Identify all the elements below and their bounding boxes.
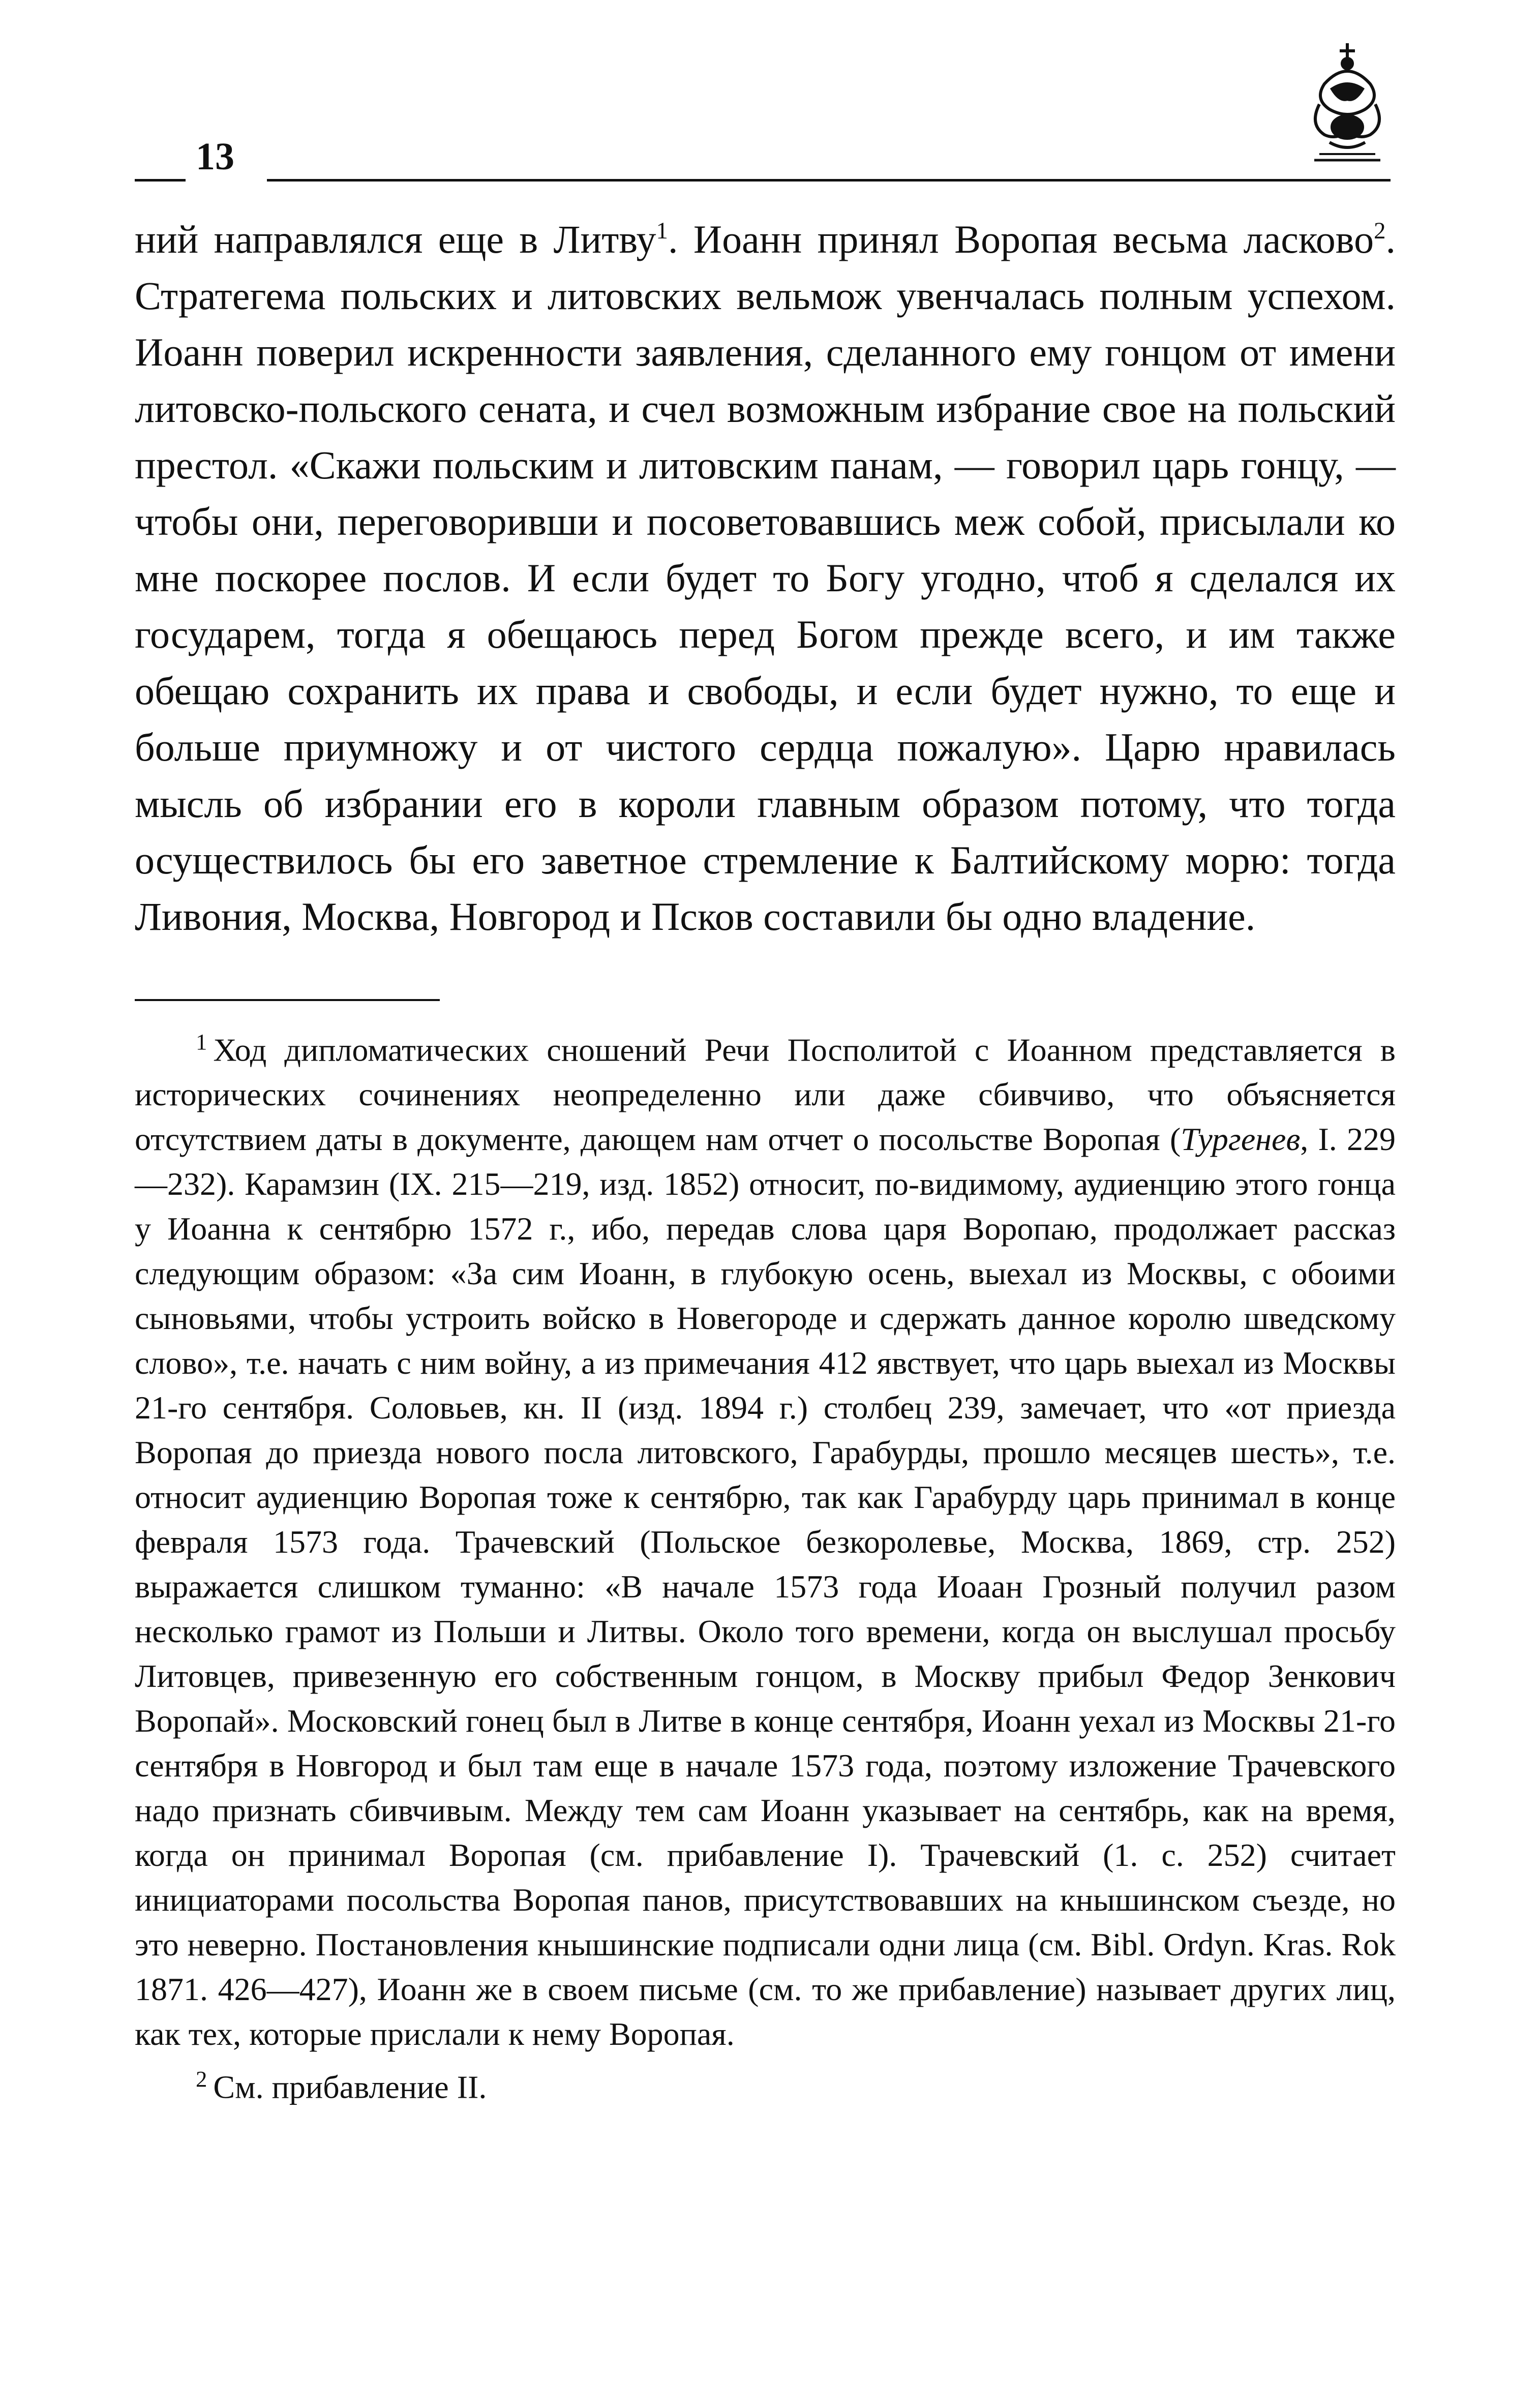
- main-paragraph: [135, 211, 1396, 945]
- page-header: [135, 135, 1391, 188]
- footnote-marker: 1: [196, 1029, 207, 1054]
- footnote-marker: 2: [196, 2066, 207, 2092]
- footnote-separator: [135, 999, 440, 1001]
- main-text-part-2: . Иоанн принял Воропая весьма ласково: [668, 217, 1374, 261]
- header-rule-right: [267, 179, 1391, 182]
- footnote-text: Ход дипломатических сношений Речи Посполитой с Иоанном представляется в исторических сочинениях неопределенно или даже сбивчиво, что объясняется отсутствием даты в документе, дающем нам отчет о посольстве Воропая (: [135, 1032, 1396, 1158]
- ornamental-emblem-icon: [1304, 38, 1391, 165]
- main-text-part-3: . Стратегема польских и литовских вельмож увенчалась полным успехом. Иоанн поверил искренности заявления, сделанного ему гонцом от имени литовско-польского сената, и счел возможным избрание свое на польский престол. «Скажи польским и литовским панам, — говорил царь гонцу, — чтобы они, переговоривши и посоветовавшись меж собой, присылали ко мне поскорее послов. И если будет то Богу угодно, чтоб я сделался их государем, тогда я обещаюсь перед Богом прежде всего, и им также обещаю сохранить их права и свободы, и если будет нужно, то еще и больше приумножу и от чистого сердца пожалую». Царю нравилась мысль об избрании его в короли главным образом потому, что тогда осуществилось бы его заветное стремление к Балтийскому морю: тогда Ливония, Москва, Новгород и Псков составили бы одно владение.: [135, 217, 1396, 939]
- footnote-text: См. прибавление II.: [213, 2069, 487, 2105]
- footnote-ref-2: 2: [1374, 217, 1386, 244]
- page-number: 13: [196, 135, 234, 178]
- footnote-ref-1: 1: [656, 217, 668, 244]
- footnote-text: , I. 229—232). Карамзин (IX. 215—219, изд. 1852) относит, по-видимому, аудиенцию этого гонца у Иоанна к сентябрю 1572 г., ибо, передав слова царя Воропаю, продолжает рассказ следующим образом: «За сим Иоанн, в глубокую осень, выехал из Москвы, с обоими сыновьями, чтобы устроить войско в Новегороде и сдержать данное королю шведскому слово», т.е. начать с ним войну, а из примечания 412 явствует, что царь выехал из Москвы 21-го сентября. Соловьев, кн. II (изд. 1894 г.) столбец 239, замечает, что «от приезда Воропая до приезда нового посла литовского, Гарабурды, прошло месяцев шесть», т.е. относит аудиенцию Воропая тоже к сентябрю, так как Гарабурду царь принимал в конце февраля 1573 года. Трачевский (Польское безкоролевье, Москва, 1869, стр. 252) выражается слишком туманно: «В начале 1573 года Иоаан Грозный получил разом несколько грамот из Польши и Литвы. Около того времени, когда он выслушал просьбу Литовцев, привезенную его собственным гонцом, в Москву прибыл Федор Зенкович Воропай». Московский гонец был в Литве в конце сентября, Иоанн уехал из Москвы 21-го сентября в Новгород и был там еще в начале 1573 года, поэтому изложение Трачевского надо признать сбивчивым. Между тем сам Иоанн указывает на сентябрь, как на время, когда он принимал Воропая (см. прибавление I). Трачевский (1. с. 252) считает инициаторами посольства Воропая панов, присутствовавших на кнышинском съезде, но это неверно. Постановления кнышинские подписали одни лица (см. Bibl. Ordyn. Kras. Rok 1871. 426—427), Иоанн же в своем письме (см. то же прибавление) называет других лиц, как тех, которые прислали к нему Воропая.: [135, 1121, 1396, 2052]
- footnotes: [135, 1019, 1396, 2110]
- main-text-part-1: ний направлялся еще в Литву: [135, 217, 656, 261]
- header-rule-left: [135, 179, 186, 182]
- footnote-italic: Тургенев: [1181, 1121, 1301, 1158]
- footnote-1: [135, 1019, 1396, 2057]
- footnote-2: [135, 2057, 1396, 2109]
